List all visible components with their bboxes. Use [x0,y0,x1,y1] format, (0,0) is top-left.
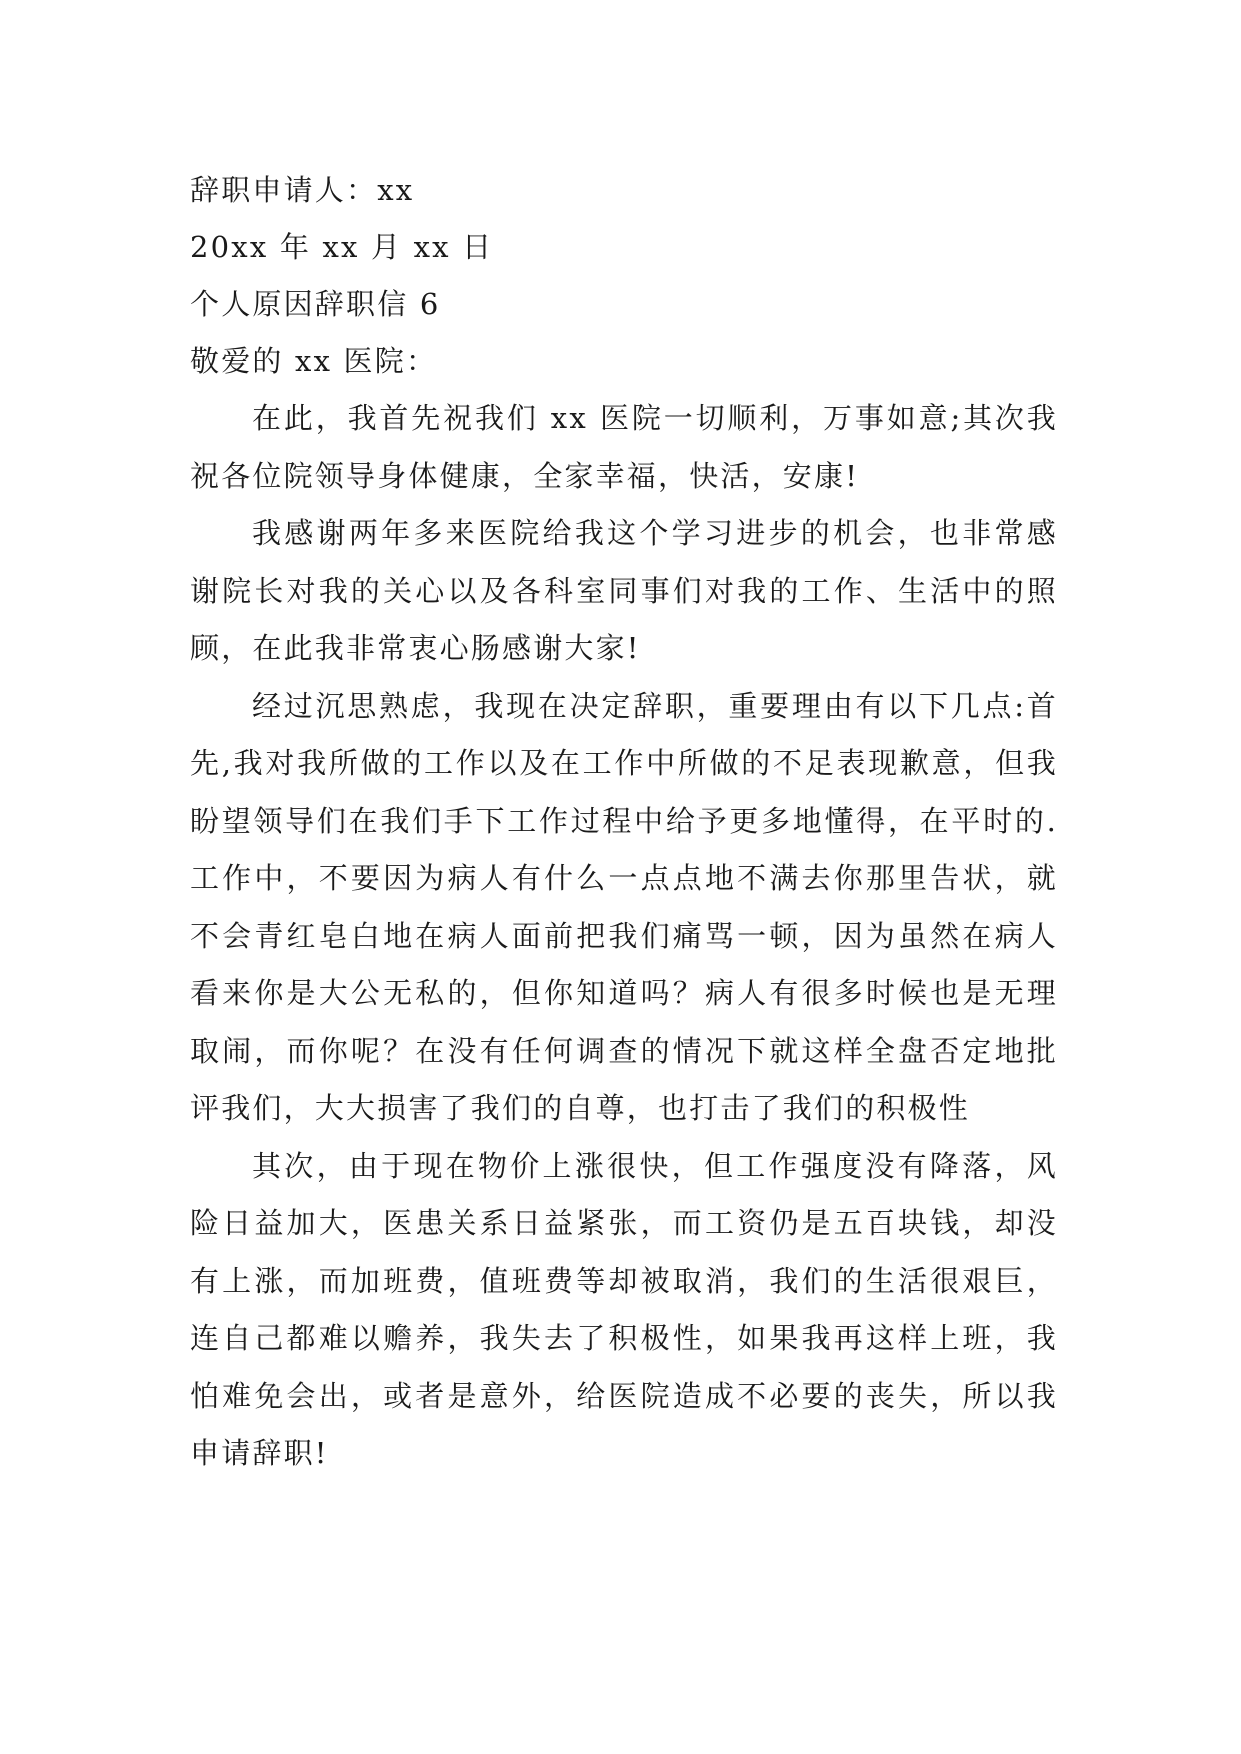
letter-title: 个人原因辞职信 6 [190,287,441,321]
date-line: 20xx 年 xx 月 xx 日 [190,230,494,264]
paragraph-thanks: 我感谢两年多来医院给我这个学习进步的机会，也非常感谢院长对我的关心以及各科室同事们对我的工作、生活中的照顾，在此我非常衷心肠感谢大家! [190,516,1058,665]
paragraph-greeting: 在此，我首先祝我们 xx 医院一切顺利，万事如意;其次我祝各位院领导身体健康，全家幸福，快活，安康! [190,401,1058,493]
letter-body [190,162,1058,1483]
paragraph-reason-two: 其次，由于现在物价上涨很快，但工作强度没有降落，风险日益加大，医患关系日益紧张，而工资仍是五百块钱，却没有上涨，而加班费，值班费等却被取消，我们的生活很艰巨，连自己都难以赡养，我失去了积极性，如果我再这样上班，我怕难免会出，或者是意外，给医院造成不必要的丧失，所以我申请辞职! [190,1148,1058,1470]
salutation: 敬爱的 xx 医院： [190,344,438,378]
paragraph-reason-one: 经过沉思熟虑，我现在决定辞职，重要理由有以下几点:首先,我对我所做的工作以及在工作中所做的不足表现歉意，但我盼望领导们在我们手下工作过程中给予更多地懂得，在平时的.工作中，不要因为病人有什么一点点地不满去你那里告状，就不会青红皂白地在病人面前把我们痛骂一顿，因为虽然在病人看来你是大公无私的，但你知道吗？病人有很多时候也是无理取闹，而你呢？在没有任何调查的情况下就这样全盘否定地批评我们，大大损害了我们的自尊，也打击了我们的积极性 [190,688,1058,1125]
signer-line: 辞职申请人：xx [190,173,415,207]
